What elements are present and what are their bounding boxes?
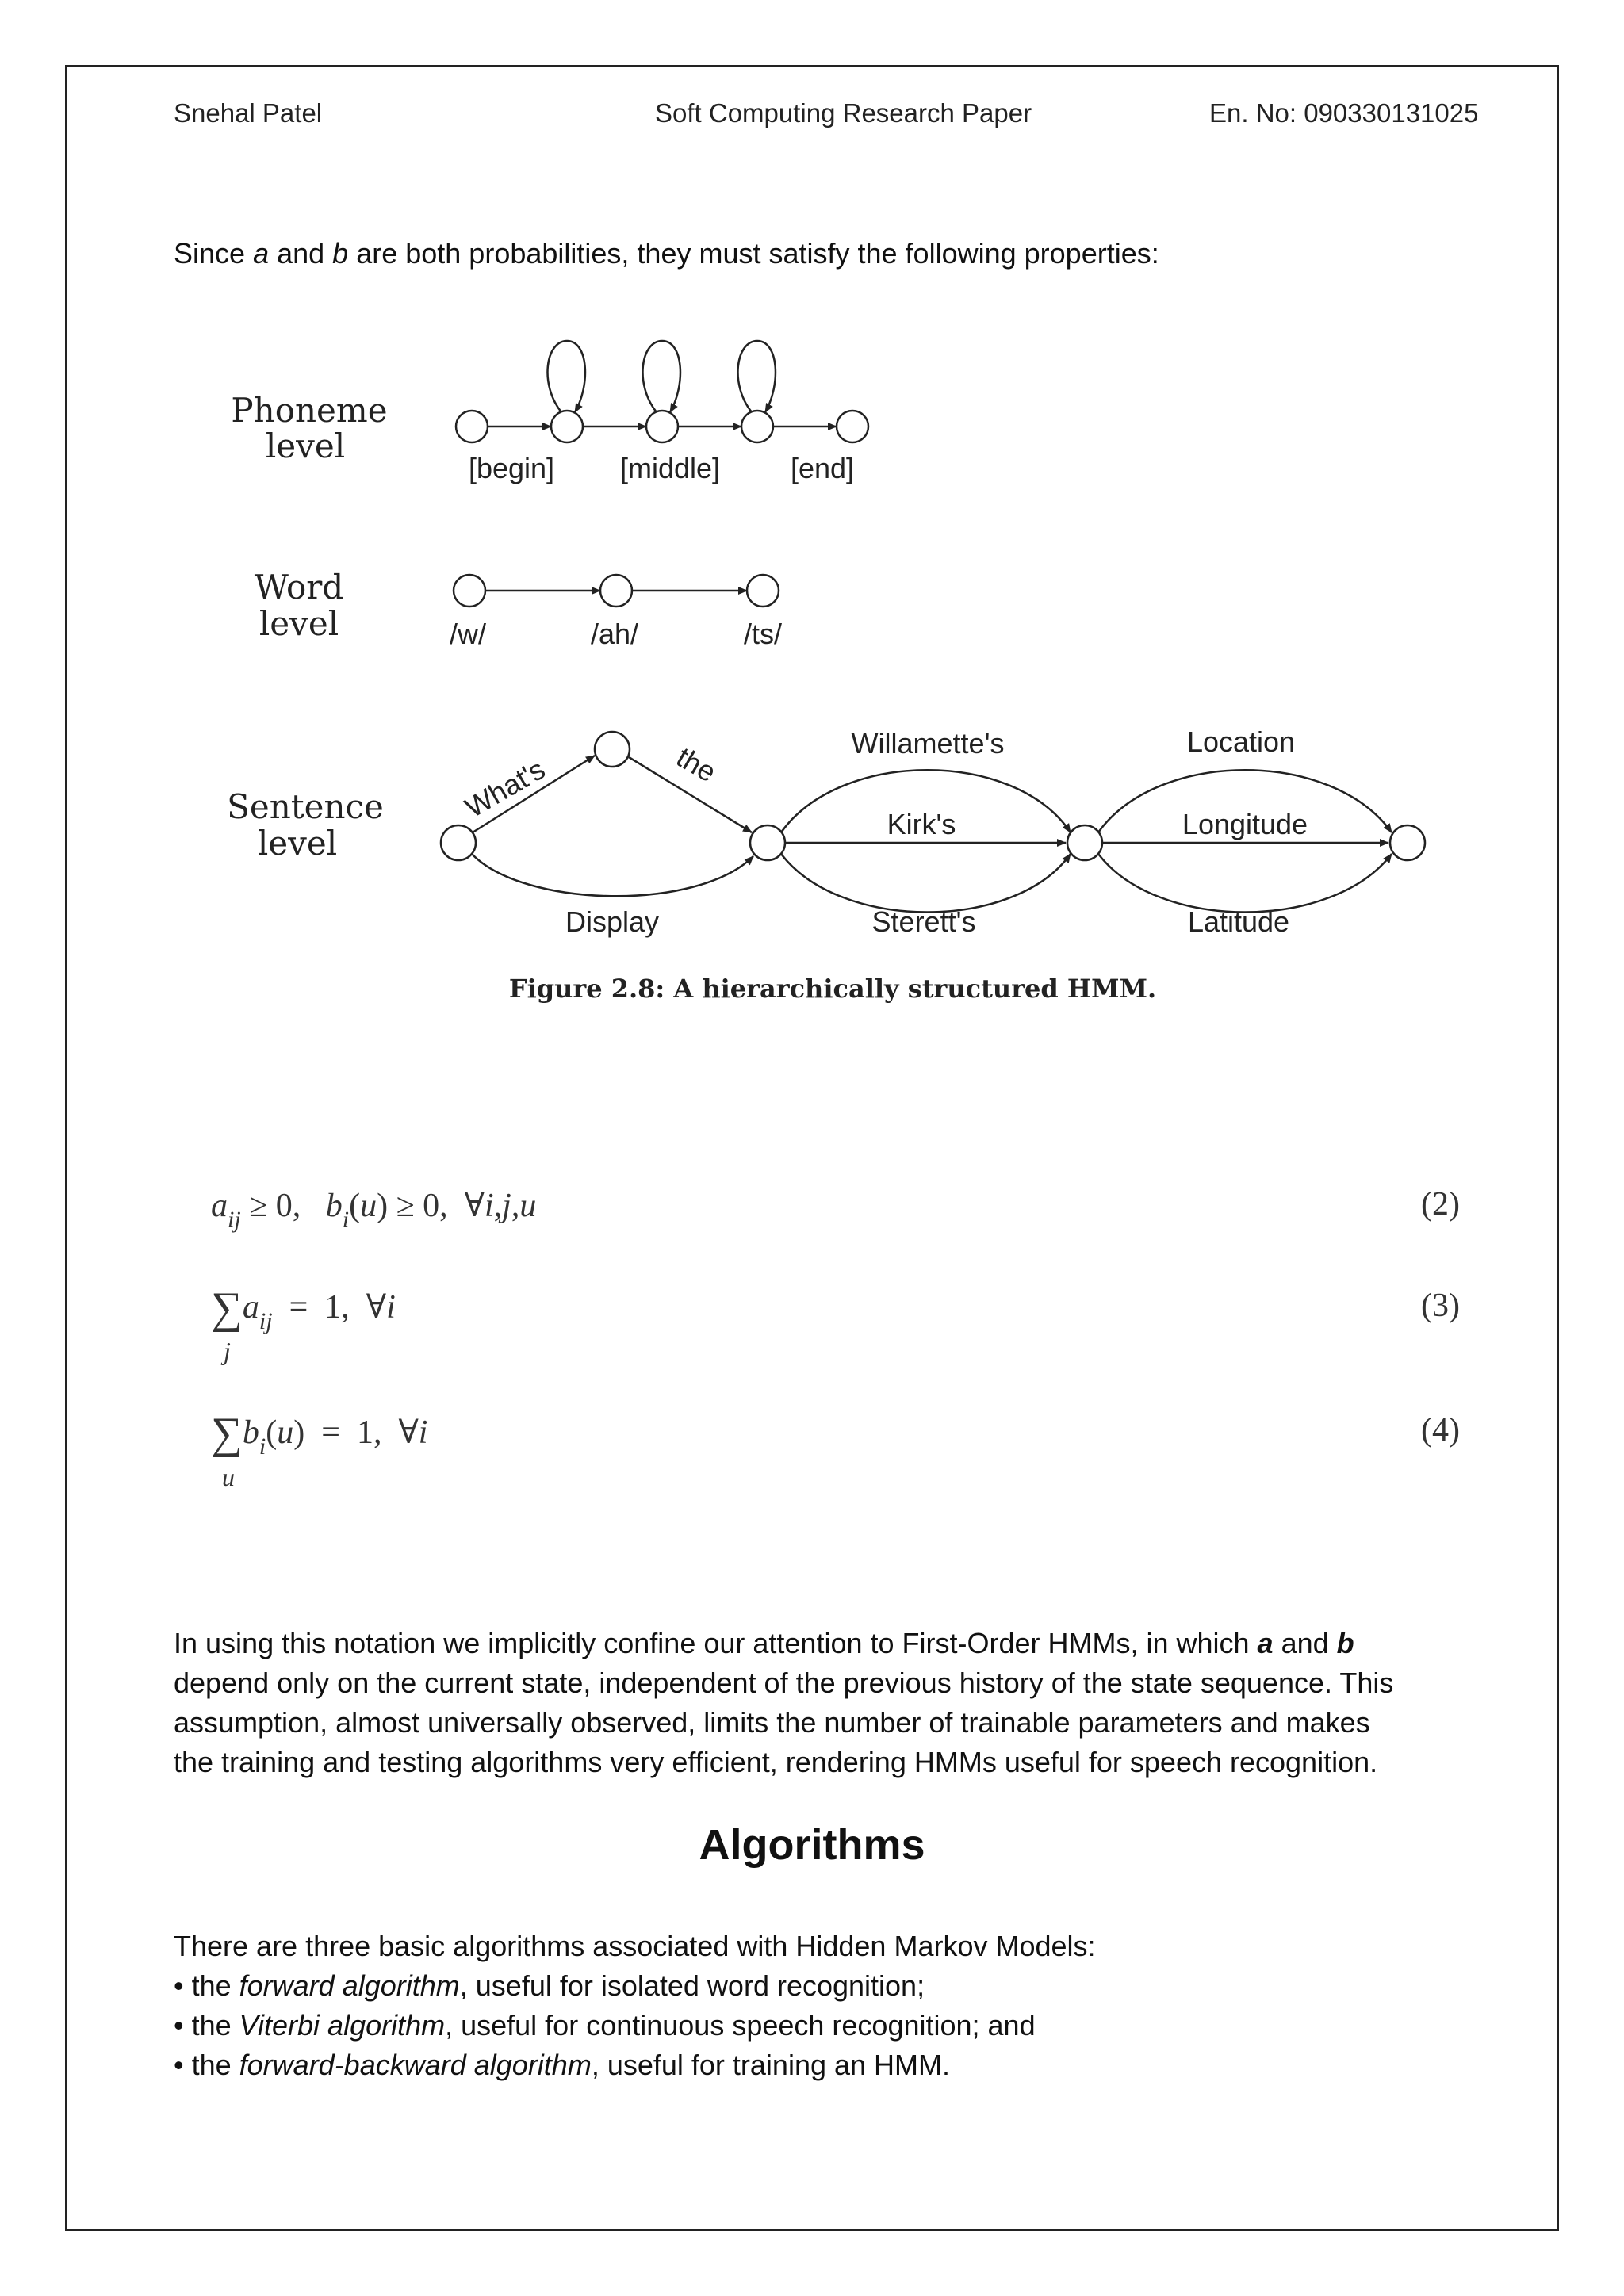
word-label-ah: /ah/ — [590, 618, 639, 650]
sentence-level-label-1: Sentence — [227, 787, 384, 826]
paragraph-line-3: assumption, almost universally observed, limits the number of trainable parameters and makes — [174, 1706, 1370, 1739]
word-level-label-1: Word — [254, 568, 344, 607]
sentence-label-display: Display — [565, 905, 660, 938]
list-item: • the forward-backward algorithm, useful for training an HMM. — [174, 2049, 951, 2081]
equation-2-number: (2) — [1421, 1186, 1460, 1223]
paragraph-line-1: In using this notation we implicitly confine our attention to First-Order HMMs, in which a and b — [174, 1627, 1354, 1659]
intro-sentence: Since a and b are both probabilities, they must satisfy the following properties: — [174, 237, 1159, 270]
phoneme-level-label-1: Phoneme — [231, 391, 388, 430]
equation-4-number: (4) — [1421, 1412, 1460, 1448]
paragraph-line-2: depend only on the current state, independent of the previous history of the state sequence. This — [174, 1667, 1394, 1699]
list-item: • the forward algorithm, useful for isolated word recognition; — [174, 1969, 925, 2002]
equation-3-index: j — [224, 1337, 231, 1365]
sentence-label-location: Location — [1186, 725, 1296, 758]
sentence-label-kirk: Kirk's — [887, 808, 956, 840]
word-chain — [454, 575, 779, 607]
notation-paragraph — [174, 1624, 1490, 1782]
phoneme-label-begin: [begin] — [468, 452, 555, 484]
algorithms-intro: There are three basic algorithms associated with Hidden Markov Models: — [174, 1930, 1096, 1962]
equation-4-index: u — [222, 1463, 235, 1491]
word-label-ts: /ts/ — [743, 618, 783, 650]
sentence-label-whats: What's — [459, 752, 551, 825]
hmm-figure — [190, 321, 1459, 1019]
phoneme-level-label-2: level — [265, 427, 346, 465]
sentence-label-longitude: Longitude — [1182, 808, 1308, 840]
equation-3: $\sum a_{ij} = 1$, ∀i — [211, 1284, 396, 1334]
word-level-label-2: level — [259, 604, 339, 643]
sentence-label-sterett: Sterett's — [871, 905, 976, 938]
algorithms-list — [174, 1927, 1490, 2085]
sentence-label-the: the — [671, 740, 722, 789]
header-enrollment: En. No: 090330131025 — [1209, 98, 1479, 128]
sentence-label-willamette: Willamette's — [851, 727, 1005, 760]
phoneme-label-middle: [middle] — [619, 452, 721, 484]
phoneme-chain — [456, 341, 868, 442]
header-title: Soft Computing Research Paper — [655, 98, 1032, 128]
section-heading-algorithms: Algorithms — [699, 1821, 925, 1869]
phoneme-label-end: [end] — [790, 452, 855, 484]
list-item: • the Viterbi algorithm, useful for continuous speech recognition; and — [174, 2009, 1036, 2042]
paragraph-line-4: the training and testing algorithms very efficient, rendering HMMs useful for speech recognition. — [174, 1746, 1378, 1778]
sentence-label-latitude: Latitude — [1187, 905, 1290, 938]
header-author: Snehal Patel — [174, 98, 323, 128]
figure-caption: Figure 2.8: A hierarchically structured HMM. — [508, 974, 1157, 1004]
sentence-level-label-2: level — [257, 824, 338, 863]
word-label-w: /w/ — [449, 618, 487, 650]
equation-4: $\sum b_i(u) = 1$, ∀i — [211, 1409, 428, 1460]
equation-3-number: (3) — [1421, 1288, 1460, 1324]
equation-2: $a_{ij} \ge 0$, $b_i(u) \ge 0$, ∀i,j,u — [211, 1188, 537, 1233]
